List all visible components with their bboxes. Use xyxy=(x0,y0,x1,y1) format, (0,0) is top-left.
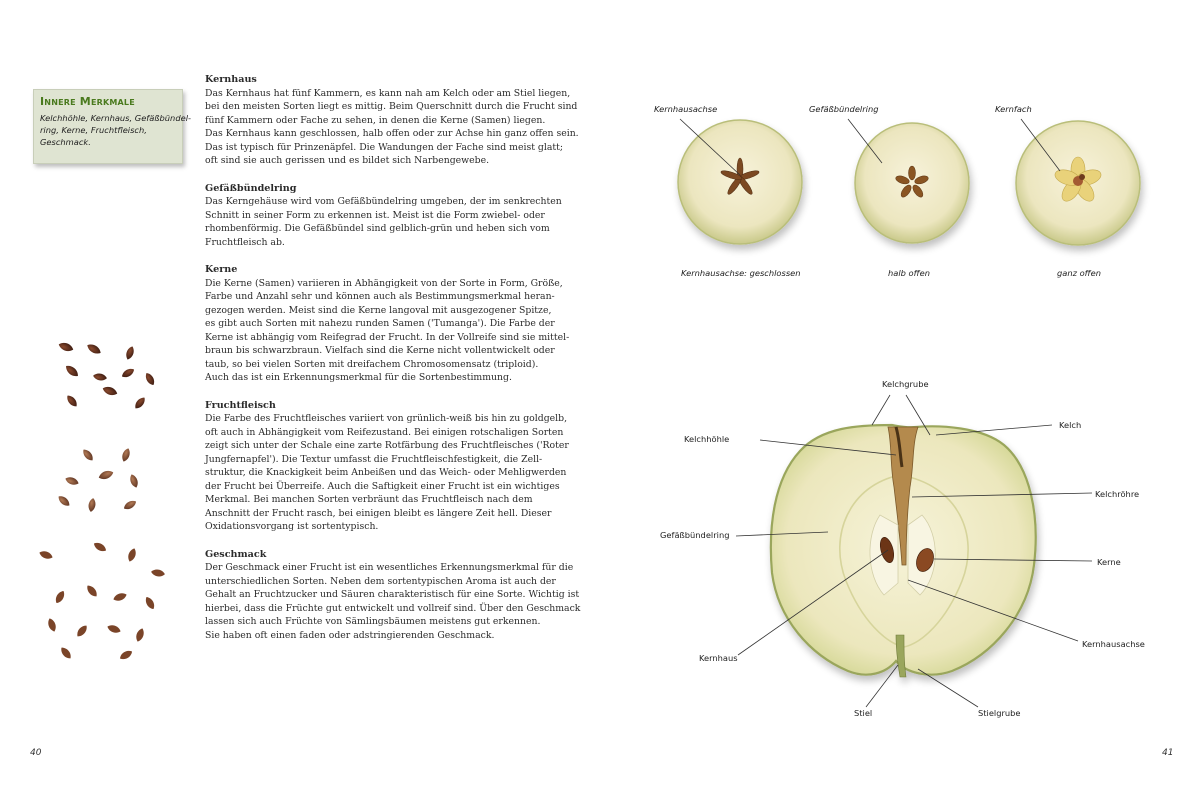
apple-seed xyxy=(75,623,89,638)
text-line: Das Kernhaus hat fünf Kammern, es kann nah am Kelch oder am Stiel liegen, xyxy=(205,87,571,99)
apple-seed xyxy=(65,393,79,408)
apple-seed xyxy=(54,589,67,605)
apple-seed xyxy=(97,469,114,481)
apple-seed xyxy=(57,341,74,353)
apple-seed xyxy=(120,367,136,380)
text-line: Schnitt in seiner Form zu erkennen ist. Meist ist die Form zwiebel- oder xyxy=(205,209,545,221)
sidebar-title: Innere Merkmale xyxy=(40,95,135,108)
text-line: hierbei, dass die Früchte gut entwickelt und vollreif sind. Über den Geschmack xyxy=(205,602,581,614)
text-line: Oxidationsvorgang ist sortentypisch. xyxy=(205,521,379,532)
section-heading: Fruchtfleisch xyxy=(205,399,276,411)
text-line: Sie haben oft einen faden oder adstringierenden Geschmack. xyxy=(205,629,495,641)
apple-seed xyxy=(144,595,157,611)
text-line: Merkmal. Bei manchen Sorten verbräunt das Fruchtfleisch nach dem xyxy=(205,494,533,505)
section-heading: Kerne xyxy=(205,264,238,275)
section-heading: Geschmack xyxy=(205,548,267,560)
cross-section-half-open xyxy=(855,123,969,243)
caption-closed: Kernhausachse: geschlossen xyxy=(681,268,801,278)
text-line: Das Kernhaus kann geschlossen, halb offen oder zur Achse hin ganz offen sein. xyxy=(205,128,579,139)
label-kerne: Kerne xyxy=(1097,557,1121,567)
text-line: Das Kerngehäuse wird vom Gefäßbündelring umgeben, der im senkrechten xyxy=(205,196,562,207)
apple-seed xyxy=(85,583,99,598)
apple-seed xyxy=(122,499,138,512)
section-body xyxy=(205,412,569,534)
label-kernhaus: Kernhaus xyxy=(699,653,738,663)
label-kelch: Kelch xyxy=(1059,420,1082,430)
text-line: Auch das ist ein Erkennungsmerkmal für die Sortenbestimmung. xyxy=(205,372,512,383)
text-line: braun bis schwarzbraun. Vielfach sind die Kerne nicht vollentwickelt oder xyxy=(205,345,555,356)
text-line: struktur, die Knackigkeit beim Anbeißen und das Weich- oder Mehligwerden xyxy=(205,467,567,478)
page-number-left: 40 xyxy=(30,748,42,758)
text-line: Kerne ist abhängig vom Reifegrad der Frucht. In der Vollreife sind sie mittel- xyxy=(205,331,570,343)
section-body xyxy=(205,87,579,168)
apple-seed xyxy=(118,649,134,662)
apple-seed xyxy=(64,363,81,379)
text-line: lassen sich auch Früchte von Sämlingsbäumen meistens gut erkennen. xyxy=(205,616,541,627)
apple-seed xyxy=(59,645,73,660)
apple-diagrams xyxy=(600,95,1200,755)
apple-seed xyxy=(151,568,166,577)
apple-seeds-image xyxy=(30,335,190,665)
text-line: taub, so bei vielen Sorten mit dreifachem Chromosomensatz (triploid). xyxy=(205,358,539,370)
section-body xyxy=(205,277,570,385)
text-line: rhombenförmig. Die Gefäßbündel sind gelblich-grün und heben sich vom xyxy=(205,223,550,234)
apple-seed xyxy=(64,475,79,486)
text-line: oft auch in Abhängigkeit vom Reifezustand. Bei einigen rotschaligen Sorten xyxy=(205,426,564,438)
text-line: Das ist typisch für Prinzenäpfel. Die Wandungen der Fache sind meist glatt; xyxy=(205,141,564,153)
text-line: Die Kerne (Samen) variieren in Abhängigkeit von der Sorte in Form, Größe, xyxy=(205,277,563,289)
apple-seed xyxy=(85,342,102,356)
apple-seed xyxy=(120,447,131,462)
section-4 xyxy=(205,548,581,643)
page-number-right: 41 xyxy=(1162,748,1174,758)
sidebar-keywords xyxy=(40,112,191,148)
apple-seed xyxy=(133,395,147,410)
text-line: Jungfernapfel'). Die Textur umfasst die Fruchtfleischfestigkeit, die Zell- xyxy=(205,453,543,465)
text-column xyxy=(205,73,581,656)
text-line: es gibt auch Sorten mit nahezu runden Samen ('Tumanga'). Die Farbe der xyxy=(205,318,555,329)
seed-group-mixed xyxy=(38,541,165,662)
caption-half-open: halb offen xyxy=(888,268,930,278)
text-line: oft sind sie auch gerissen und es bildet sich Narbengewebe. xyxy=(205,155,490,166)
apple-seed xyxy=(124,345,135,360)
cross-section-open xyxy=(1016,121,1140,245)
label-kelchgrube: Kelchgrube xyxy=(882,379,929,389)
seed-group-dark xyxy=(57,341,156,411)
text-line: Gehalt an Fruchtzucker und Säuren charakteristisch für eine Sorte. Wichtig ist xyxy=(205,589,580,600)
section-0 xyxy=(205,73,579,168)
text-line: Fruchtfleisch ab. xyxy=(205,236,285,248)
section-2 xyxy=(205,263,570,385)
apple-seed xyxy=(106,623,121,634)
apple-seed xyxy=(81,447,95,462)
label-kelchhoehle: Kelchhöhle xyxy=(684,434,730,444)
text-line: gezogen werden. Meist sind die Kerne langoval mit ausgezogener Spitze, xyxy=(205,304,552,316)
cross-section-closed xyxy=(678,120,802,244)
seed-group-light xyxy=(56,447,139,512)
apple-seed xyxy=(87,498,96,513)
label-gefaessbuendelring: Gefäßbündelring xyxy=(660,530,730,540)
caption-open: ganz offen xyxy=(1057,268,1102,278)
text-line: Die Farbe des Fruchtfleisches variiert von grünlich-weiß bis hin zu goldgelb, xyxy=(205,413,568,424)
section-heading: Gefäßbündelring xyxy=(205,182,297,194)
apple-seed xyxy=(126,547,137,562)
section-body xyxy=(205,561,581,642)
section-heading: Kernhaus xyxy=(205,74,257,85)
section-body xyxy=(205,195,562,249)
apple-seed xyxy=(134,627,145,642)
apple-seed xyxy=(38,549,53,560)
text-line: Der Geschmack einer Frucht ist ein wesentliches Erkennungsmerkmal für die xyxy=(205,562,574,573)
apple-seed xyxy=(144,371,157,387)
sidebar-line: Geschmack. xyxy=(40,137,91,147)
sidebar-line: Kelchhöhle, Kernhaus, Gefäßbündel- xyxy=(40,113,191,123)
text-line: der Frucht bei Überreife. Auch die Saftigkeit einer Frucht ist ein wichtiges xyxy=(205,480,560,492)
label-kernhausachse-apple: Kernhausachse xyxy=(1082,639,1145,649)
text-line: Anschnitt der Frucht rasch, bei einigen bleibt es längere Zeit hell. Dieser xyxy=(205,507,552,519)
label-kernhausachse: Kernhausachse xyxy=(654,104,718,114)
apple-seed xyxy=(93,372,108,381)
text-line: zeigt sich unter der Schale eine zarte Rotfärbung des Fruchtfleisches ('Roter xyxy=(205,440,569,451)
apple-seed xyxy=(128,473,139,488)
apple-seed xyxy=(101,385,118,397)
label-stiel: Stiel xyxy=(854,708,873,718)
section-3 xyxy=(205,399,569,534)
apple-longitudinal-section xyxy=(771,425,1036,677)
label-stielgrube: Stielgrube xyxy=(978,708,1021,718)
label-gefaessbuendelring-top: Gefäßbündelring xyxy=(809,104,879,114)
apple-seed xyxy=(46,617,57,632)
apple-seed xyxy=(112,591,127,602)
sidebar-box xyxy=(33,89,191,164)
section-1 xyxy=(205,182,562,250)
label-kernfach: Kernfach xyxy=(995,104,1032,114)
sidebar-line: ring, Kerne, Fruchtfleisch, xyxy=(40,125,147,135)
label-kelchroehre: Kelchröhre xyxy=(1095,489,1140,499)
apple-seed xyxy=(56,494,71,508)
text-line: bei den meisten Sorten liegt es mittig. Beim Querschnitt durch die Frucht sind xyxy=(205,101,578,112)
text-line: Farbe und Anzahl sehr und können auch als Bestimmungsmerkmal heran- xyxy=(205,291,555,302)
text-line: fünf Kammern oder Fache zu sehen, in denen die Kerne (Samen) liegen. xyxy=(205,114,546,126)
text-line: unterschiedlichen Sorten. Neben dem sortentypischen Aroma ist auch der xyxy=(205,575,556,587)
apple-seed xyxy=(92,541,108,554)
